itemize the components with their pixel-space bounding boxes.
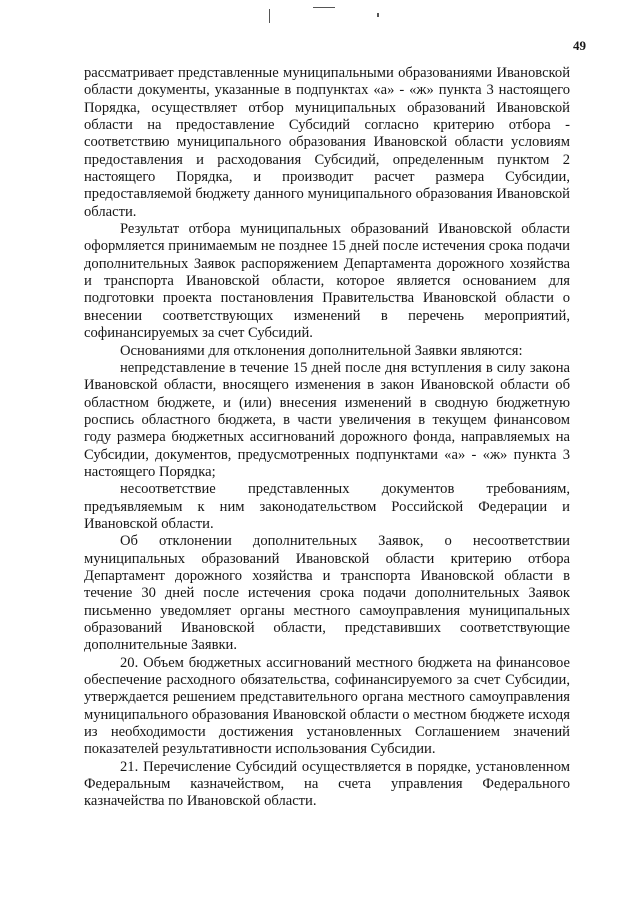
paragraph-rejection-notice: Об отклонении дополнительных Заявок, о несоответствии муниципальных образований Ивановской области критерию отбора Департамент дорожного хозяйства и транспорта Ивановской области в течение 30 дней после истечения срока подачи дополнительных Заявок письменно уведомляет органы местного самоуправления муниципальных образований Ивановской области, представивших соответствующие дополнительные Заявки. (84, 533, 570, 654)
scan-mark-dot (377, 13, 379, 17)
paragraph-rejection-ground-2: несоответствие представленных документов требованиям, предъявляемым к ним законодательством Российской Федерации и Ивановской области. (84, 481, 570, 532)
paragraph-selection-review: рассматривает представленные муниципальными образованиями Ивановской области документы, указанные в подпунктах «а» - «ж» пункта 3 настоящего Порядка, осуществляет отбор муниципальных образований Ивановской области на предоставление Субсидий согласно критерию отбора - соответствию муниципального образования Ивановской области условиям предоставления и расходования Субсидий, определенным пунктом 2 настоящего Порядка, и производит расчет размера Субсидии, предоставляемой бюджету данного муниципального образования Ивановской области. (84, 65, 570, 220)
page-number: 49 (573, 38, 586, 53)
scan-mark-vertical (269, 9, 270, 23)
paragraph-item-21: 21. Перечисление Субсидий осуществляется в порядке, установленном Федеральным казначейством, на счета управления Федерального казначейства по Ивановской области. (84, 758, 570, 810)
paragraph-rejection-grounds-intro: Основаниями для отклонения дополнительной Заявки являются: (120, 342, 523, 359)
paragraph-selection-result: Результат отбора муниципальных образований Ивановской области оформляется принимаемым не позднее 15 дней после истечения срока подачи дополнительных Заявок распоряжением Департамента дорожного хозяйства и транспорта Ивановской области, которое является основанием для подготовки проекта постановления Правительства Ивановской области о внесении соответствующих изменений в перечень мероприятий, софинансируемых за счет Субсидий. (84, 221, 570, 342)
document-body (84, 65, 570, 811)
paragraph-rejection-ground-1: непредставление в течение 15 дней после дня вступления в силу закона Ивановской области, вносящего изменения в закон Ивановской области об областном бюджете, и (или) внесения изменений в сводную бюджетную роспись областного бюджета, в части увеличения в текущем финансовом году размера бюджетных ассигнований дорожного фонда, направляемых на Субсидии, документов, предусмотренных подпунктами «а» - «ж» пункта 3 настоящего Порядка; (84, 359, 570, 480)
scan-mark-horizontal (313, 7, 335, 8)
paragraph-item-20: 20. Объем бюджетных ассигнований местного бюджета на финансовое обеспечение расходного обязательства, софинансируемого за счет Субсидии, утверждается решением представительного органа местного самоуправления муниципального образования Ивановской области о местном бюджете исходя из необходимости достижения установленных Соглашением значений показателей результативности использования Субсидии. (84, 654, 570, 758)
